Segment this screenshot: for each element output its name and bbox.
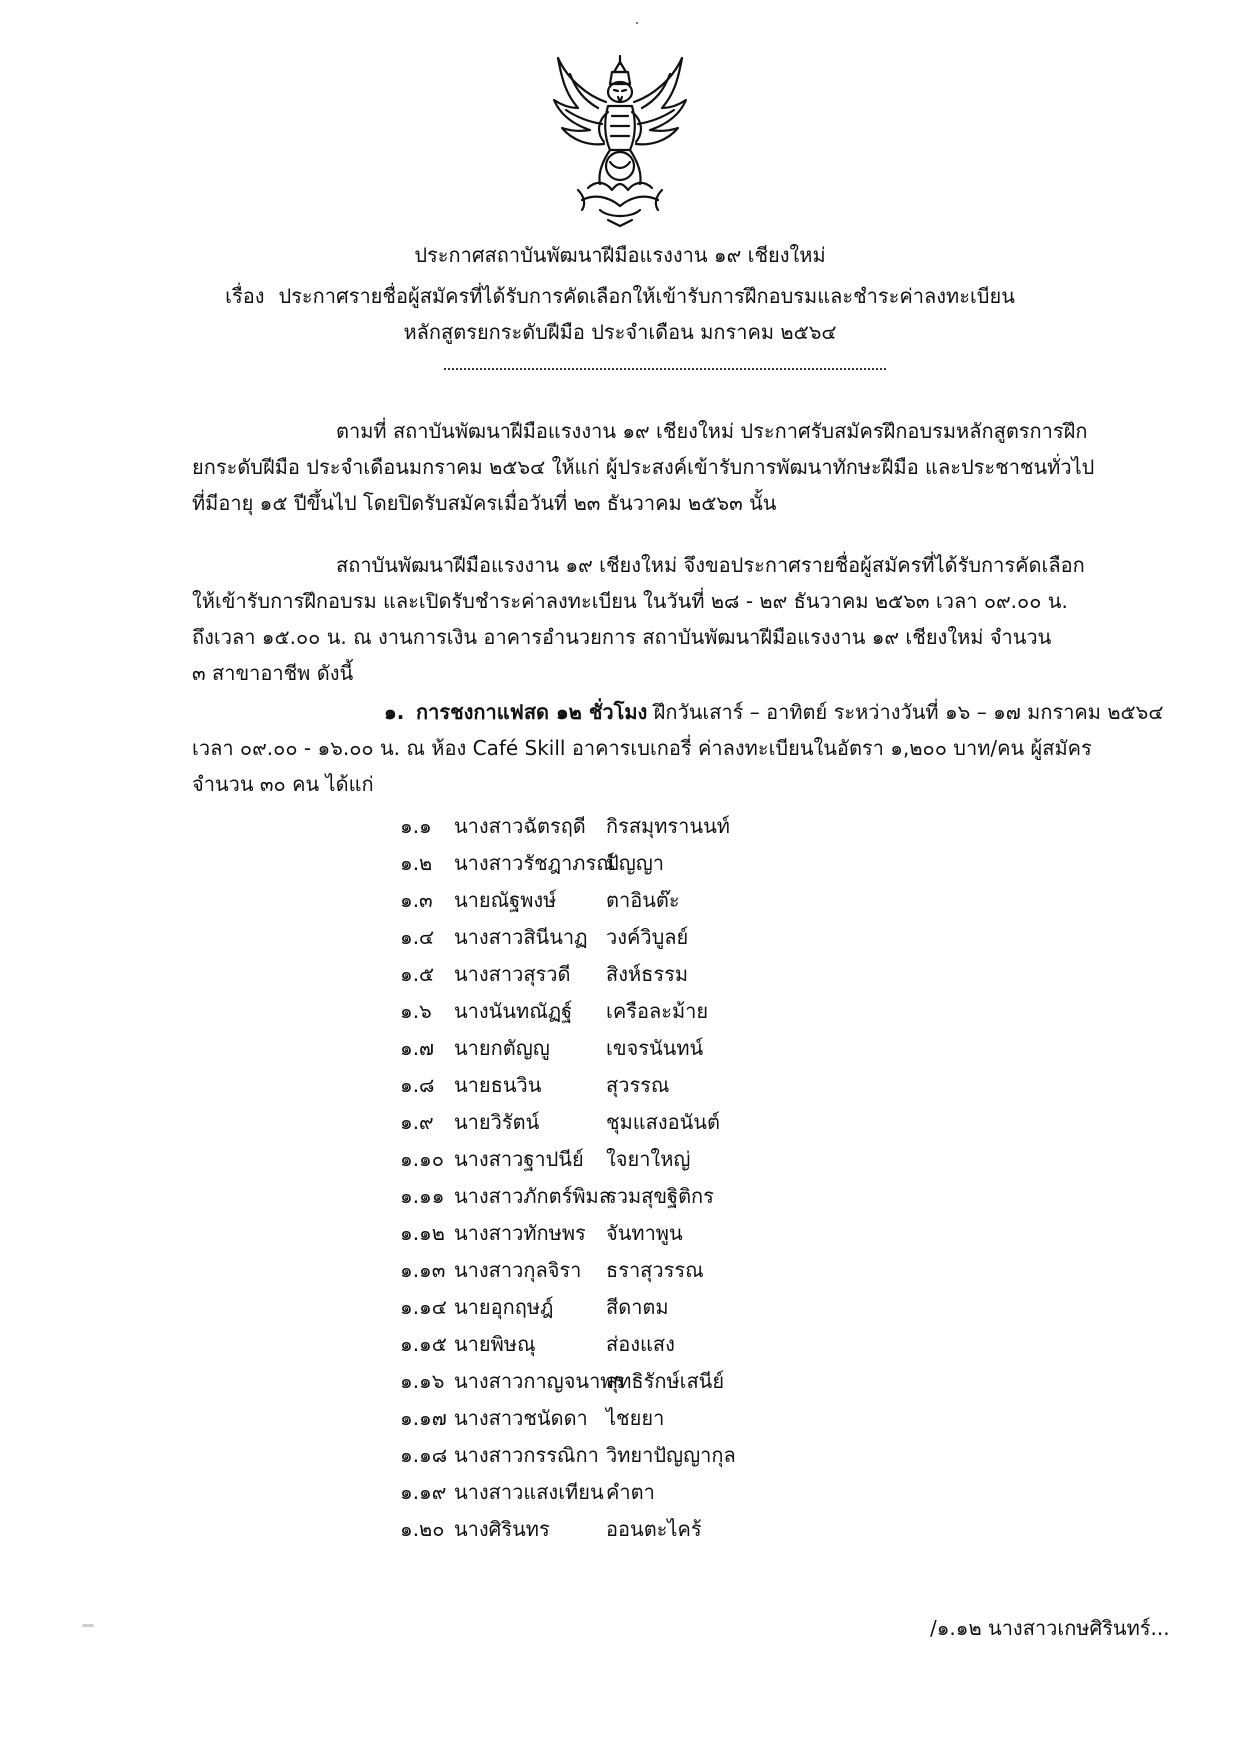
list-item-number: ๑.๑๙: [400, 1480, 447, 1504]
list-item-name: นางสาวฉัตรฤดี: [454, 814, 586, 838]
list-item-surname: ไชยยา: [606, 1406, 665, 1430]
list-item-surname: ใจยาใหญ่: [606, 1147, 691, 1171]
paragraph-line: ให้เข้ารับการฝึกอบรม และเปิดรับชำระค่าลงทะเบียน ในวันที่ ๒๘ - ๒๙ ธันวาคม ๒๕๖๓ เวลา ๐๙.๐๐ น.: [192, 589, 1068, 613]
announcement-course-line: หลักสูตรยกระดับฝีมือ ประจำเดือน มกราคม ๒๕๖๔: [403, 320, 837, 344]
list-item-surname: ปัญญา: [606, 851, 665, 875]
list-item-number: ๑.๕: [400, 962, 435, 986]
list-item-surname: กิรสมุทรานนท์: [606, 814, 730, 838]
paragraph-line: ยกระดับฝีมือ ประจำเดือนมกราคม ๒๕๖๔ ให้แก่ ผู้ประสงค์เข้ารับการพัฒนาทักษะฝีมือ และประชาชนทั่วไป: [192, 455, 1095, 479]
list-item-name: นายอุกฤษฎ์: [454, 1295, 554, 1319]
subject-label: เรื่อง: [225, 284, 265, 308]
paragraph-line: จำนวน ๓๐ คน ได้แก่: [192, 772, 374, 796]
list-item-name: นางสาวชนัดดา: [454, 1406, 588, 1430]
list-item-number: ๑.๑๘: [400, 1443, 448, 1467]
list-item-name: นางสาวรัชฎาภรณ์: [454, 851, 615, 875]
paragraph-line: สถาบันพัฒนาฝีมือแรงงาน ๑๙ เชียงใหม่ จึงขอประกาศรายชื่อผู้สมัครที่ได้รับการคัดเลือก: [336, 553, 1085, 577]
list-item-name: นางสาวแสงเทียน: [454, 1480, 604, 1504]
list-item-surname: สิงห์ธรรม: [606, 962, 689, 986]
list-item-number: ๑.๑๑: [400, 1184, 445, 1208]
list-item-number: ๑.๑: [400, 814, 432, 838]
list-item-name: นางสาวกุลจิรา: [454, 1258, 582, 1282]
list-item-number: ๑.๑๒: [400, 1221, 445, 1245]
list-item-name: นางสาวสินีนาฏ: [454, 925, 588, 949]
list-item-surname: ตาอินต๊ะ: [606, 888, 680, 912]
list-item-number: ๑.๙: [400, 1110, 434, 1134]
announcement-title: ประกาศสถาบันพัฒนาฝีมือแรงงาน ๑๙ เชียงใหม่: [414, 243, 826, 267]
list-item-name: นายวิรัตน์: [454, 1110, 540, 1134]
scan-speck: [82, 1624, 94, 1627]
list-item-surname: ธราสุวรรณ: [606, 1258, 704, 1282]
course-item-heading: [192, 694, 1164, 730]
list-item-number: ๑.๑๗: [400, 1406, 447, 1430]
page-continuation: /๑.๑๒ นางสาวเกษศิรินทร์...: [930, 1616, 1170, 1640]
list-item-name: นางสาวภักตร์พิมล: [454, 1184, 611, 1208]
scan-speck: [636, 22, 638, 24]
list-item-number: ๑.๑๕: [400, 1332, 447, 1356]
list-item-number: ๑.๒: [400, 851, 433, 875]
list-item-name: นางสาวฐาปนีย์: [454, 1147, 584, 1171]
list-item-number: ๑.๑๔: [400, 1295, 447, 1319]
list-item-number: ๑.๑๐: [400, 1147, 444, 1171]
list-item-number: ๑.๓: [400, 888, 433, 912]
list-item-surname: สุทธิรักษ์เสนีย์: [606, 1369, 725, 1393]
list-item-name: นายกตัญญู: [454, 1036, 550, 1060]
paragraph-line: ตามที่ สถาบันพัฒนาฝีมือแรงงาน ๑๙ เชียงใหม่ ประกาศรับสมัครฝึกอบรมหลักสูตรการฝึก: [336, 419, 1088, 443]
list-item-surname: วงค์วิบูลย์: [606, 925, 689, 949]
paragraph-announcement: [192, 547, 1085, 691]
subject-text: ประกาศรายชื่อผู้สมัครที่ได้รับการคัดเลือกให้เข้ารับการฝึกอบรมและชำระค่าลงทะเบียน: [278, 284, 1015, 308]
list-item-number: ๑.๒๐: [400, 1517, 445, 1541]
paragraph-line: ที่มีอายุ ๑๕ ปีขึ้นไป โดยปิดรับสมัครเมื่อวันที่ ๒๓ ธันวาคม ๒๕๖๓ นั้น: [192, 491, 777, 515]
list-item-number: ๑.๑๖: [400, 1369, 445, 1393]
list-item-number: ๑.๖: [400, 999, 432, 1023]
list-item-surname: รวมสุขฐิติกร: [606, 1184, 714, 1208]
list-item-surname: คำตา: [606, 1480, 655, 1504]
list-item-name: นางสาวกาญจนาพร: [454, 1369, 625, 1393]
paragraph-intro: [192, 413, 1095, 521]
list-item-surname: เครือละม้าย: [606, 999, 709, 1023]
course-item-schedule: ฝึกวันเสาร์ – อาทิตย์ ระหว่างวันที่ ๑๖ – ๑๗ มกราคม ๒๕๖๔: [647, 700, 1164, 724]
list-item-name: นายธนวิน: [454, 1073, 542, 1097]
course-item-title: การชงกาแฟสด ๑๒ ชั่วโมง: [416, 700, 648, 724]
list-item-number: ๑.๗: [400, 1036, 435, 1060]
paragraph-line: ถึงเวลา ๑๕.๐๐ น. ณ งานการเงิน อาคารอำนวยการ สถาบันพัฒนาฝีมือแรงงาน ๑๙ เชียงใหม่ จำนวน: [192, 625, 1052, 649]
list-item-name: นางศิรินทร: [454, 1517, 550, 1541]
list-item-name: นางสาวทักษพร: [454, 1221, 586, 1245]
garuda-emblem-icon: [548, 50, 693, 230]
announcement-subject: [0, 281, 1240, 311]
list-item-surname: วิทยาปัญญากุล: [606, 1443, 736, 1467]
list-item-name: นางสาวสุรวดี: [454, 962, 571, 986]
course-item-1: [192, 694, 1164, 802]
course-item-number: ๑.: [384, 700, 405, 724]
list-item-number: ๑.๔: [400, 925, 435, 949]
list-item-surname: ชุมแสงอนันต์: [606, 1110, 720, 1134]
list-item-surname: สุวรรณ: [606, 1073, 670, 1097]
list-item-number: ๑.๘: [400, 1073, 435, 1097]
list-item-surname: สีดาตม: [606, 1295, 669, 1319]
paragraph-line: ๓ สาขาอาชีพ ดังนี้: [192, 661, 354, 685]
list-item-name: นางนันทณัฏฐ์: [454, 999, 573, 1023]
list-item-surname: ส่องแสง: [606, 1332, 675, 1356]
list-item-surname: ออนตะไคร้: [606, 1517, 702, 1541]
list-item-number: ๑.๑๓: [400, 1258, 446, 1282]
paragraph-line: เวลา ๐๙.๐๐ - ๑๖.๐๐ น. ณ ห้อง Café Skill อาคารเบเกอรี่ ค่าลงทะเบียนในอัตรา ๑,๒๐๐ บาท/คน ผู้สมัคร: [192, 736, 1092, 760]
list-item-name: นายพิษณุ: [454, 1332, 536, 1356]
dotted-divider: [444, 368, 886, 370]
list-item-name: นายณัฐพงษ์: [454, 888, 557, 912]
list-item-name: นางสาวกรรณิกา: [454, 1443, 599, 1467]
list-item-surname: จันทาพูน: [606, 1221, 683, 1245]
list-item-surname: เขจรนันทน์: [606, 1036, 704, 1060]
